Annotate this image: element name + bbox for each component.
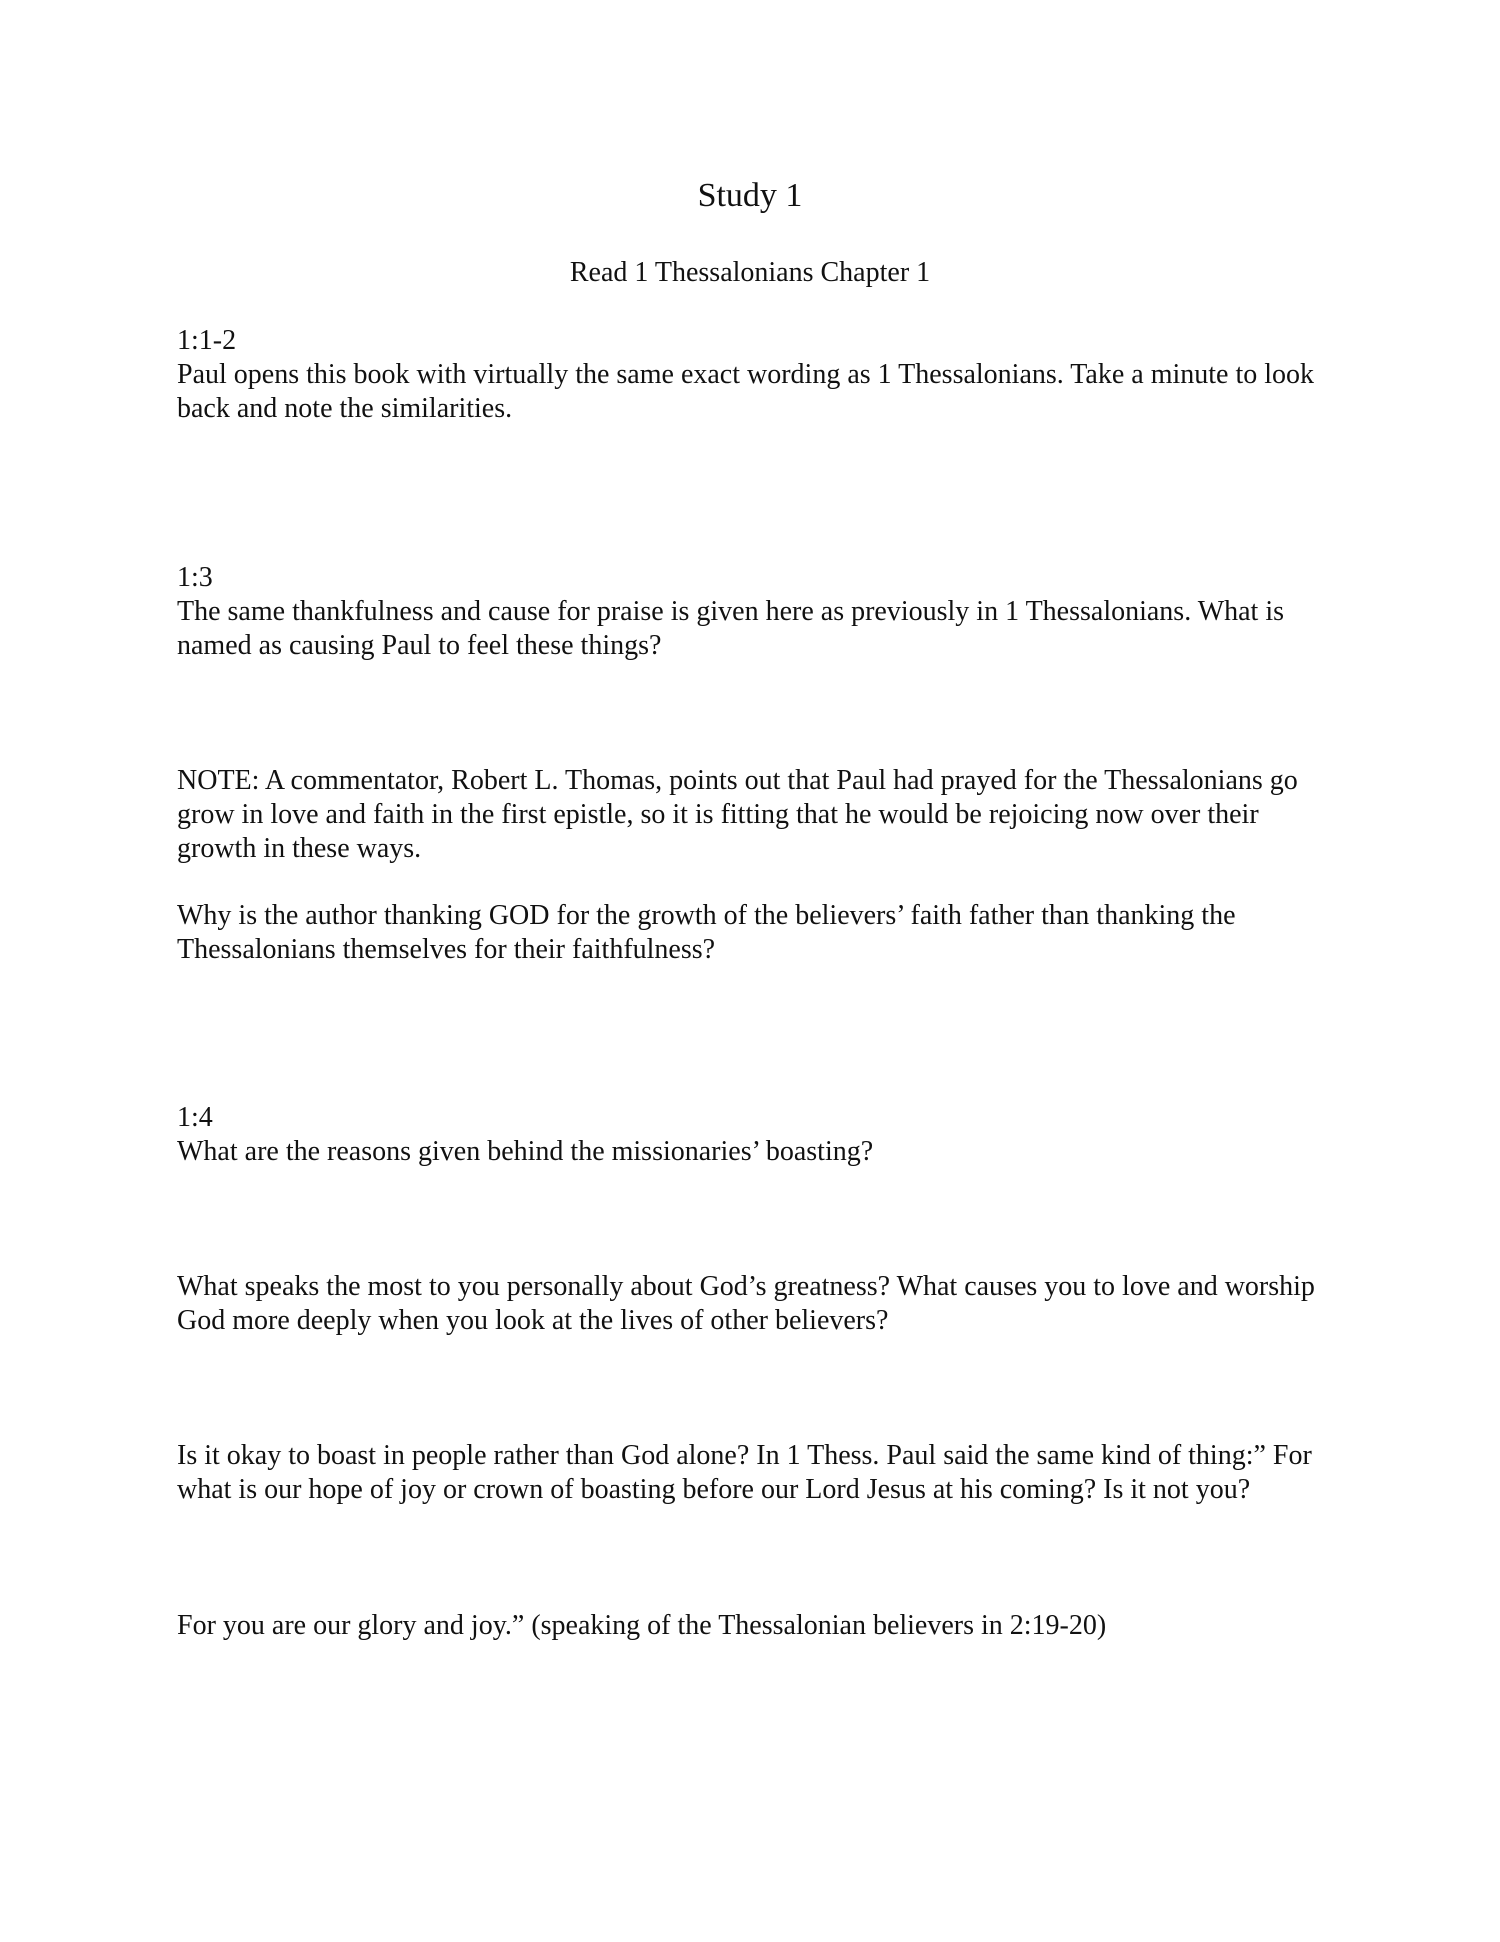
question-block: [177, 1439, 1337, 1507]
quote-text: For you are our glory and joy.” (speaking of the Thessalonian believers in 2:19-20): [177, 1610, 1107, 1641]
note-text: NOTE: A commentator, Robert L. Thomas, points out that Paul had prayed for the Thessalonians go grow in love and faith in the first epistle, so it is fitting that he would be rejoicing now over their growth in these ways.: [177, 765, 1298, 864]
page-subtitle: Read 1 Thessalonians Chapter 1: [569, 257, 931, 288]
question-block: [177, 899, 1337, 967]
question-text: The same thankfulness and cause for praise is given here as previously in 1 Thessalonians. What is named as causing Paul to feel these things?: [177, 596, 1285, 661]
question-text: What speaks the most to you personally about God’s greatness? What causes you to love and worship God more deeply when you look at the lives of other believers?: [177, 1271, 1315, 1336]
section-1-1-2: [177, 324, 1337, 426]
question-text: Is it okay to boast in people rather than God alone? In 1 Thess. Paul said the same kind of thing:” For what is our hope of joy or crown of boasting before our Lord Jesus at his coming? Is it not you?: [177, 1440, 1312, 1505]
question-text: Why is the author thanking GOD for the growth of the believers’ faith father than thanking the Thessalonians themselves for their faithfulness?: [177, 900, 1236, 965]
section-1-3: [177, 561, 1337, 663]
verse-reference: 1:3: [177, 562, 213, 593]
verse-reference: 1:1-2: [177, 325, 237, 356]
commentary-note: [177, 764, 1337, 866]
verse-reference: 1:4: [177, 1102, 213, 1133]
question-text: What are the reasons given behind the missionaries’ boasting?: [177, 1136, 874, 1167]
question-block: [177, 1270, 1337, 1338]
page-title: Study 1: [697, 177, 803, 214]
quote-block: [177, 1609, 1337, 1643]
question-text: Paul opens this book with virtually the same exact wording as 1 Thessalonians. Take a minute to look back and note the similarities.: [177, 359, 1315, 424]
section-1-4: [177, 1101, 1337, 1169]
